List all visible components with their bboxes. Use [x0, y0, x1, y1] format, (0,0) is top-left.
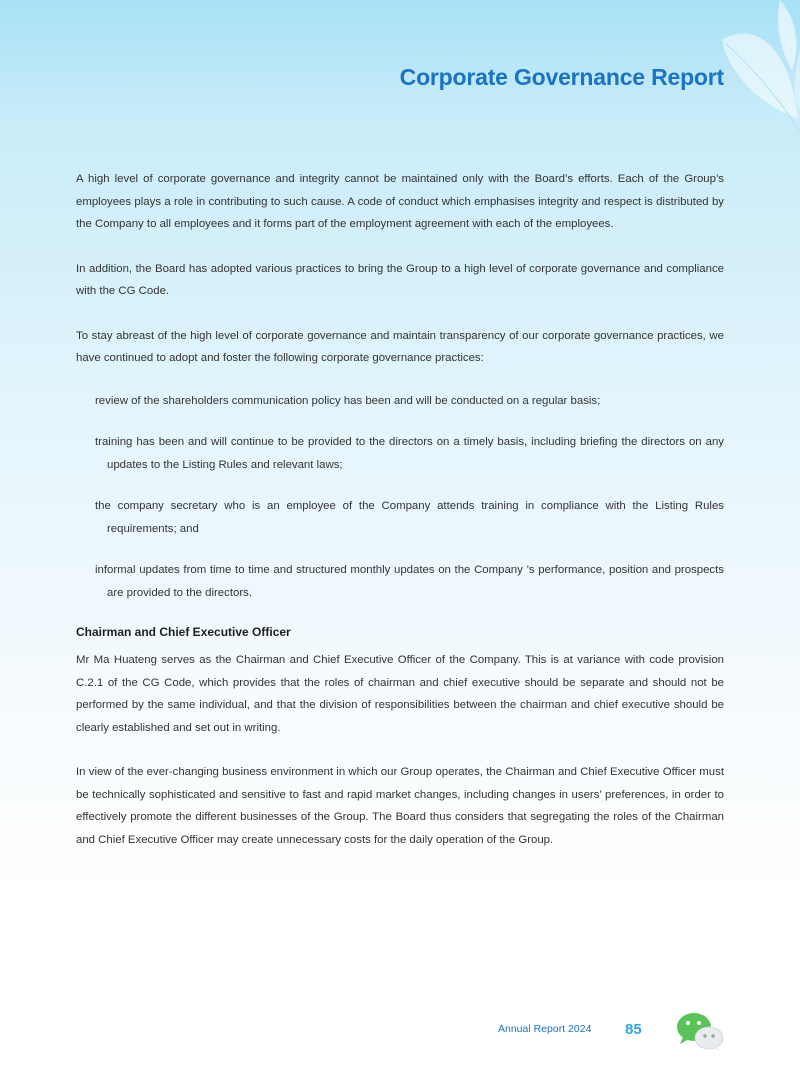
paragraph: A high level of corporate governance and integrity cannot be maintained only with the Board’s efforts. Each of the Group’s employees plays a role in contributing to such cause. A code of conduct which emphasises integrity and respect is distributed by the Company to all employees and it forms part of the employment agreement with each of the employees. [76, 173, 724, 230]
paragraph: Mr Ma Huateng serves as the Chairman and Chief Executive Officer of the Company. This is at variance with code provision C.2.1 of the CG Code, which provides that the roles of chairman and chief executive should be separate and should not be performed by the same individual, and that the division of responsibilities between the chairman and chief executive should be clearly established and set out in writing. [76, 654, 724, 734]
list-item: review of the shareholders communication policy has been and will be conducted on a regular basis; [95, 394, 601, 407]
report-label: Annual Report 2024 [498, 1023, 592, 1035]
practices-list [76, 390, 724, 605]
report-content [76, 168, 724, 873]
page-title: Corporate Governance Report [399, 64, 724, 90]
wechat-logo-icon [674, 1010, 726, 1052]
list-item: informal updates from time to time and structured monthly updates on the Company ’s performance, position and prospects are provided to the directors. [95, 564, 724, 599]
paragraph: To stay abreast of the high level of corporate governance and maintain transparency of our corporate governance practices, we have continued to adopt and foster the following corporate governance practices: [76, 329, 724, 364]
list-item: the company secretary who is an employee of the Company attends training in compliance with the Listing Rules requirements; and [95, 500, 724, 535]
section-heading: Chairman and Chief Executive Officer [76, 625, 291, 639]
paragraph: In addition, the Board has adopted various practices to bring the Group to a high level of corporate governance and compliance with the CG Code. [76, 262, 724, 297]
paragraph: In view of the ever-changing business environment in which our Group operates, the Chairman and Chief Executive Officer must be technically sophisticated and sensitive to fast and rapid market changes, including changes in users’ preferences, in order to effectively promote the different businesses of the Group. The Board thus considers that segregating the roles of the Chairman and Chief Executive Officer may create unnecessary costs for the daily operation of the Group. [76, 766, 724, 846]
list-item: training has been and will continue to be provided to the directors on a timely basis, including briefing the directors on any updates to the Listing Rules and relevant laws; [95, 436, 724, 471]
page-number: 85 [625, 1021, 642, 1038]
